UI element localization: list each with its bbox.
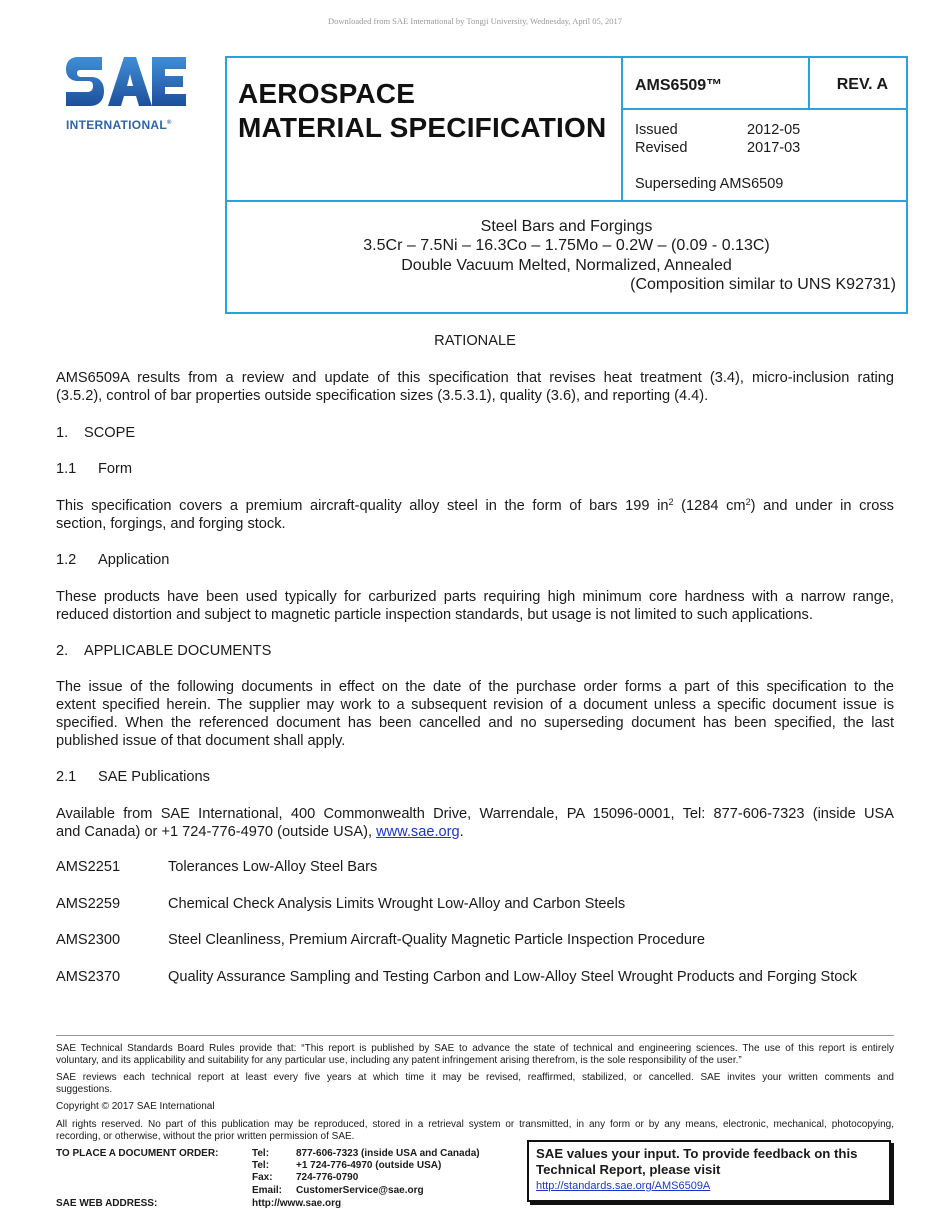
superseding: Superseding AMS6509 — [635, 176, 784, 192]
ref-title: Chemical Check Analysis Limits Wrought Low-Alloy and Carbon Steels — [168, 896, 626, 912]
rationale-heading: RATIONALE — [434, 333, 516, 349]
download-note: Downloaded from SAE International by Tongji University, Wednesday, April 05, 2017 — [327, 16, 623, 26]
doc-number-box — [621, 56, 810, 110]
feedback-link[interactable]: http://standards.sae.org/AMS6509A — [536, 1180, 711, 1192]
revision: REV. A — [836, 76, 888, 93]
spec-title: AEROSPACE MATERIAL SPECIFICATION — [238, 78, 607, 143]
spec-title-box — [225, 56, 623, 202]
sae-website-link[interactable]: www.sae.org — [376, 824, 460, 840]
revised-row: Revised 2017-03 — [635, 140, 801, 156]
section-1-1-heading: 1.1 Form — [56, 461, 133, 477]
subject-line: Steel Bars and Forgings — [480, 218, 653, 235]
doc-number: AMS6509™ — [635, 77, 723, 94]
footer-divider — [56, 1035, 894, 1036]
order-labels: Tel: Tel: Fax: Email: — [252, 1148, 283, 1196]
feedback-text: Technical Report, please visit — [536, 1162, 721, 1177]
dates-box — [621, 108, 908, 202]
order-values: 877-606-7323 (inside USA and Canada) +1 724-776-4970 (outside USA) 724-776-0790 CustomerService@sae.org — [296, 1148, 480, 1196]
feedback-box — [527, 1140, 891, 1202]
web-address: http://www.sae.org — [252, 1198, 342, 1209]
section-1-heading: 1. SCOPE — [56, 425, 136, 441]
subject-line: (Composition similar to UNS K92731) — [630, 276, 896, 293]
ref-title: Tolerances Low-Alloy Steel Bars — [168, 859, 378, 875]
sae-logo-text: INTERNATIONAL® — [66, 118, 172, 132]
ref-title: Quality Assurance Sampling and Testing Carbon and Low-Alloy Steel Wrought Products and Forging Stock — [168, 969, 857, 985]
sae-logo-mark — [64, 54, 188, 114]
order-label: TO PLACE A DOCUMENT ORDER: — [56, 1148, 219, 1159]
subject-line: 3.5Cr – 7.5Ni – 16.3Co – 1.75Mo – 0.2W – (0.09 - 0.13C) — [363, 237, 770, 254]
subject-line: Double Vacuum Melted, Normalized, Annealed — [401, 257, 732, 274]
issued-row: Issued 2012-05 — [635, 122, 801, 138]
ref-code: AMS2251 — [56, 859, 121, 875]
review-text: SAE reviews each technical report at least every five years at which time it may be revised, reaffirmed, stabilized, or cancelled. SAE invites your written comments and suggestions. — [56, 1072, 894, 1095]
section-1-2-heading: 1.2 Application — [56, 552, 170, 568]
rationale-text: AMS6509A results from a review and update of this specification that revises heat treatment (3.4), micro-inclusion rating (3.5.2), control of bar properties outside specification sizes (3.5.3.1), quality (3.6), and reporting (4.4). — [56, 370, 894, 404]
copyright-text: Copyright © 2017 SAE International — [56, 1101, 215, 1112]
ref-title: Steel Cleanliness, Premium Aircraft-Quality Magnetic Particle Inspection Procedure — [168, 932, 705, 948]
availability-text: Available from SAE International, 400 Commonwealth Drive, Warrendale, PA 15096-0001, Tel: 877-606-7323 (inside USA and Canada) or +1 724-776-4970 (outside USA), www.sae.org. — [56, 806, 894, 840]
ref-code: AMS2300 — [56, 932, 121, 948]
ref-code: AMS2370 — [56, 969, 121, 985]
rights-text: All rights reserved. No part of this publication may be reproduced, stored in a retrieval system or transmitted, in any form or by any means, electronic, mechanical, photocopying, recording, or otherwise, without the prior written permission of SAE. — [56, 1119, 894, 1142]
feedback-text: SAE values your input. To provide feedback on this — [536, 1146, 858, 1161]
sae-logo — [64, 54, 190, 134]
section-2-heading: 2. APPLICABLE DOCUMENTS — [56, 643, 272, 659]
tsb-rules-text: SAE Technical Standards Board Rules provide that: “This report is published by SAE to advance the state of technical and engineering sciences. The use of this report is entirely voluntary, and its applicability and suitability for any particular use, including any patent infringement arising therefrom, is the sole responsibility of the user.” — [56, 1043, 894, 1066]
subject-box — [225, 200, 908, 314]
ref-code: AMS2259 — [56, 896, 121, 912]
application-text: These products have been used typically for carburized parts requiring high minimum core hardness with a narrow range, reduced distortion and subject to magnetic particle inspection standards, but usage is not limited to such applications. — [56, 589, 894, 623]
web-label: SAE WEB ADDRESS: — [56, 1198, 158, 1209]
applicable-text: The issue of the following documents in effect on the date of the purchase order forms a part of this specification to the extent specified herein. The supplier may work to a subsequent revision of a document unless a specific document issue is specified. When the referenced document has been cancelled and no superseding document has been specified, the last published issue of that document shall apply. — [56, 679, 894, 749]
section-2-1-heading: 2.1 SAE Publications — [56, 769, 210, 785]
form-text: This specification covers a premium aircraft-quality alloy steel in the form of bars 199 $in^2$ (1284 $cm^2$) and under in cross section, forgings, and forging stock. — [56, 497, 894, 532]
revision-box — [808, 56, 908, 110]
